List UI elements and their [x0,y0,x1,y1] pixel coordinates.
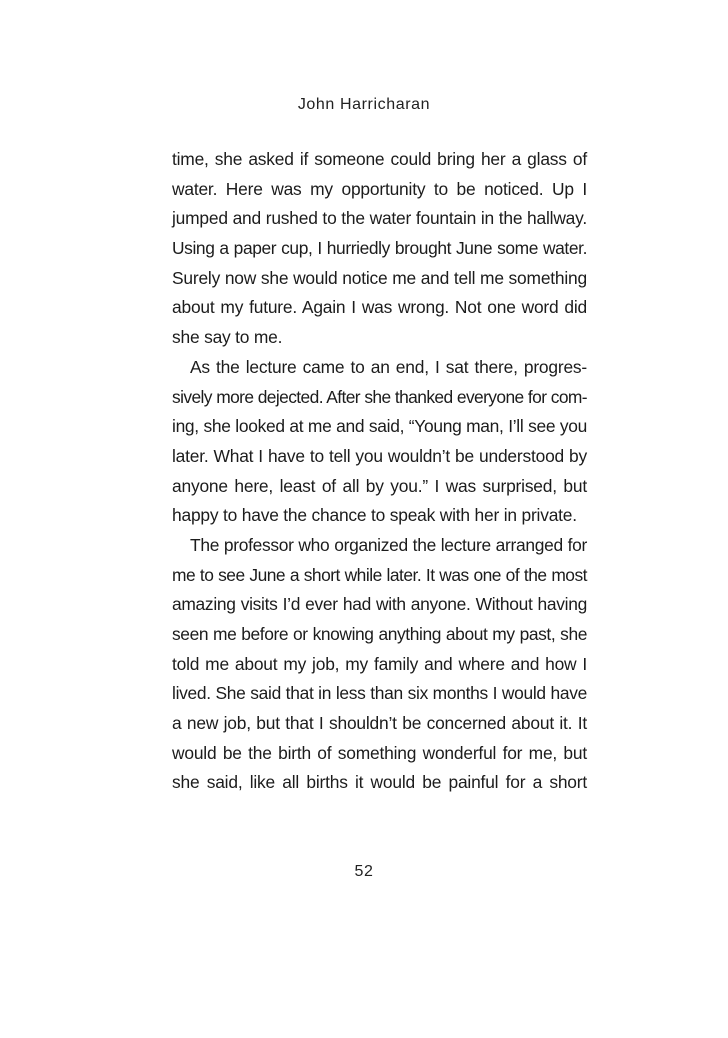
text-line: happy to have the chance to speak with her in private. [172,505,577,526]
text-line: later. What I have to tell you wouldn’t be understood by [172,445,587,466]
text-line: a new job, but that I shouldn’t be concerned about it. It [172,713,587,734]
text-line: she said, like all births it would be painful for a short [172,772,587,793]
text-line: As the lecture came to an end, I sat there, progres- [190,356,587,377]
text-line: ing, she looked at me and said, “Young man, I’ll see you [172,416,587,437]
text-line: told me about my job, my family and where and how I [172,653,587,674]
page-number: 52 [354,863,374,880]
text-line: jumped and rushed to the water fountain in the hallway. [172,208,587,229]
text-line: Surely now she would notice me and tell me something [172,267,587,288]
text-line: amazing visits I’d ever had with anyone. Without having [172,594,587,615]
text-line: water. Here was my opportunity to be noticed. Up I [172,178,587,199]
running-head: John Harricharan [297,96,431,113]
text-line: seen me before or knowing anything about my past, she [172,624,587,644]
text-line: anyone here, least of all by you.” I was surprised, but [172,475,587,496]
text-line: would be the birth of something wonderful for me, but [172,742,587,763]
text-line: about my future. Again I was wrong. Not one word did [172,297,587,318]
text-line: she say to me. [172,327,283,348]
text-line: The professor who organized the lecture arranged for [190,534,587,555]
text-line: sively more dejected. After she thanked everyone for com- [172,386,587,407]
text-line: lived. She said that in less than six months I would have [172,683,587,704]
text-line: time, she asked if someone could bring her a glass of [172,149,587,169]
body-text [172,145,587,798]
text-line: me to see June a short while later. It was one of the most [172,564,587,585]
text-line: Using a paper cup, I hurriedly brought June some water. [172,238,587,259]
